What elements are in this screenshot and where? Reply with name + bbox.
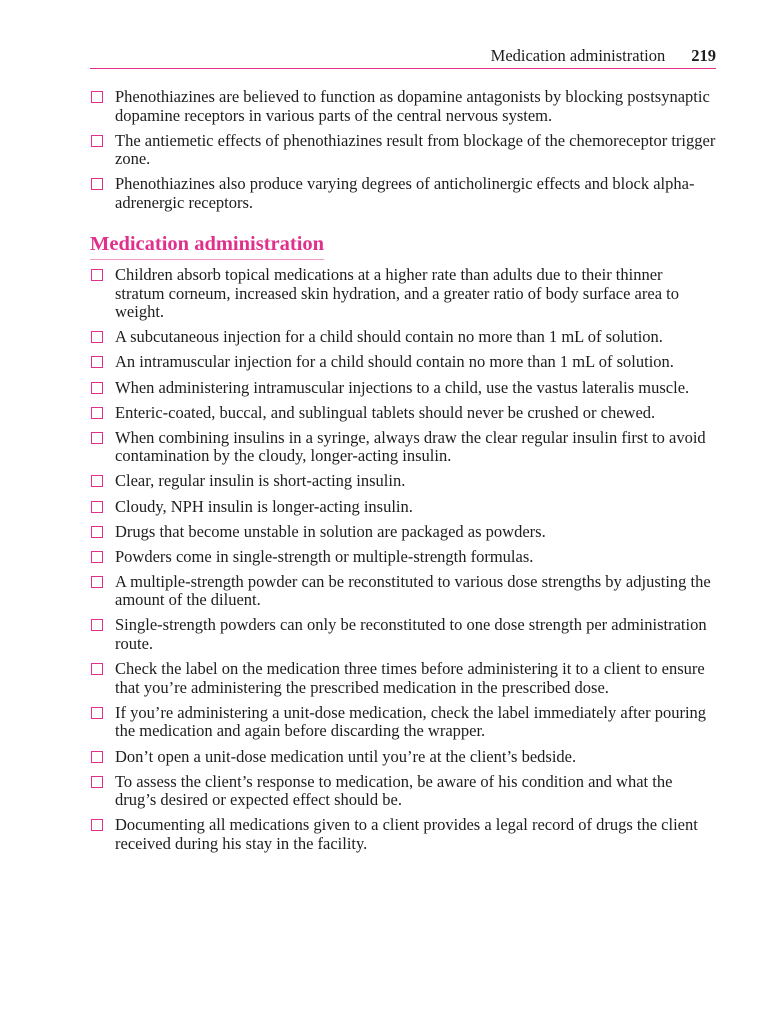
checkbox-bullet-icon [91,178,103,190]
list-item [90,379,716,398]
page-number: 219 [691,46,716,65]
list-item-text: Don’t open a unit-dose medication until you’re at the client’s bedside. [115,746,577,766]
list-item [90,573,716,610]
list-item [90,660,716,697]
list-item [90,404,716,423]
list-item-text: When combining insulins in a syringe, always draw the clear regular insulin first to avoid contamination by the cloudy, longer-acting insulin. [115,427,706,466]
checkbox-bullet-icon [91,619,103,631]
list-item [90,266,716,322]
checkbox-bullet-icon [91,707,103,719]
page-content [90,88,716,860]
list-item [90,548,716,567]
checkbox-bullet-icon [91,135,103,147]
checkbox-bullet-icon [91,819,103,831]
list-item [90,175,716,212]
checkbox-bullet-icon [91,501,103,513]
checkbox-bullet-icon [91,551,103,563]
list-item-text: Single-strength powders can only be reconstituted to one dose strength per administration route. [115,615,707,654]
list-item-text: Clear, regular insulin is short-acting insulin. [115,471,406,491]
checkbox-bullet-icon [91,432,103,444]
checkbox-bullet-icon [91,526,103,538]
list-item [90,498,716,517]
list-item-text: A subcutaneous injection for a child should contain no more than 1 mL of solution. [115,327,663,347]
list-item [90,472,716,491]
list-item-text: If you’re administering a unit-dose medication, check the label immediately after pouring the medication and again before discarding the wrapper. [115,702,707,741]
list-item-text: Drugs that become unstable in solution are packaged as powders. [115,521,546,541]
checkbox-bullet-icon [91,356,103,368]
list-item-text: To assess the client’s response to medication, be aware of his condition and what the drug’s desired or expected effect should be. [115,771,673,810]
list-item [90,88,716,125]
list-item-text: Cloudy, NPH insulin is longer-acting insulin. [115,496,413,516]
list-item-text: When administering intramuscular injections to a child, use the vastus lateralis muscle. [115,377,690,397]
list-item-text: Enteric-coated, buccal, and sublingual tablets should never be crushed or chewed. [115,402,656,422]
list-item [90,816,716,853]
list-item-text: Phenothiazines are believed to function as dopamine antagonists by blocking postsynaptic dopamine receptors in various parts of the central nervous system. [115,87,710,125]
list-item-text: Phenothiazines also produce varying degrees of anticholinergic effects and block alpha-adrenergic receptors. [115,174,695,212]
list-item-text: The antiemetic effects of phenothiazines result from blockage of the chemoreceptor trigger zone. [115,130,716,169]
checkbox-bullet-icon [91,91,103,103]
list-item [90,748,716,767]
section-bullet-list [90,266,716,853]
intro-bullet-list [90,88,716,213]
checkbox-bullet-icon [91,407,103,419]
list-item-text: Check the label on the medication three times before administering it to a client to ensure that you’re administering the prescribed medication in the prescribed dose. [115,659,705,697]
checkbox-bullet-icon [91,663,103,675]
list-item [90,353,716,372]
list-item [90,328,716,347]
list-item-text: Children absorb topical medications at a higher rate than adults due to their thinner stratum corneum, increased skin hydration, and a greater ratio of body surface area to weight. [115,265,679,322]
list-item [90,523,716,542]
running-head-title: Medication administration [490,46,666,65]
checkbox-bullet-icon [91,776,103,788]
checkbox-bullet-icon [91,475,103,487]
list-item [90,616,716,653]
list-item-text: A multiple-strength powder can be reconstituted to various dose strengths by adjusting the amount of the diluent. [115,571,711,610]
section-heading: Medication administration [90,233,324,260]
list-item [90,132,716,169]
list-item-text: An intramuscular injection for a child should contain no more than 1 mL of solution. [115,352,674,372]
list-item-text: Powders come in single-strength or multiple-strength formulas. [115,546,534,566]
checkbox-bullet-icon [91,382,103,394]
checkbox-bullet-icon [91,751,103,763]
checkbox-bullet-icon [91,269,103,281]
list-item [90,429,716,466]
checkbox-bullet-icon [91,576,103,588]
checkbox-bullet-icon [91,331,103,343]
running-head [90,46,716,69]
list-item-text: Documenting all medications given to a client provides a legal record of drugs the client received during his stay in the facility. [115,815,698,853]
list-item [90,704,716,741]
list-item [90,773,716,810]
